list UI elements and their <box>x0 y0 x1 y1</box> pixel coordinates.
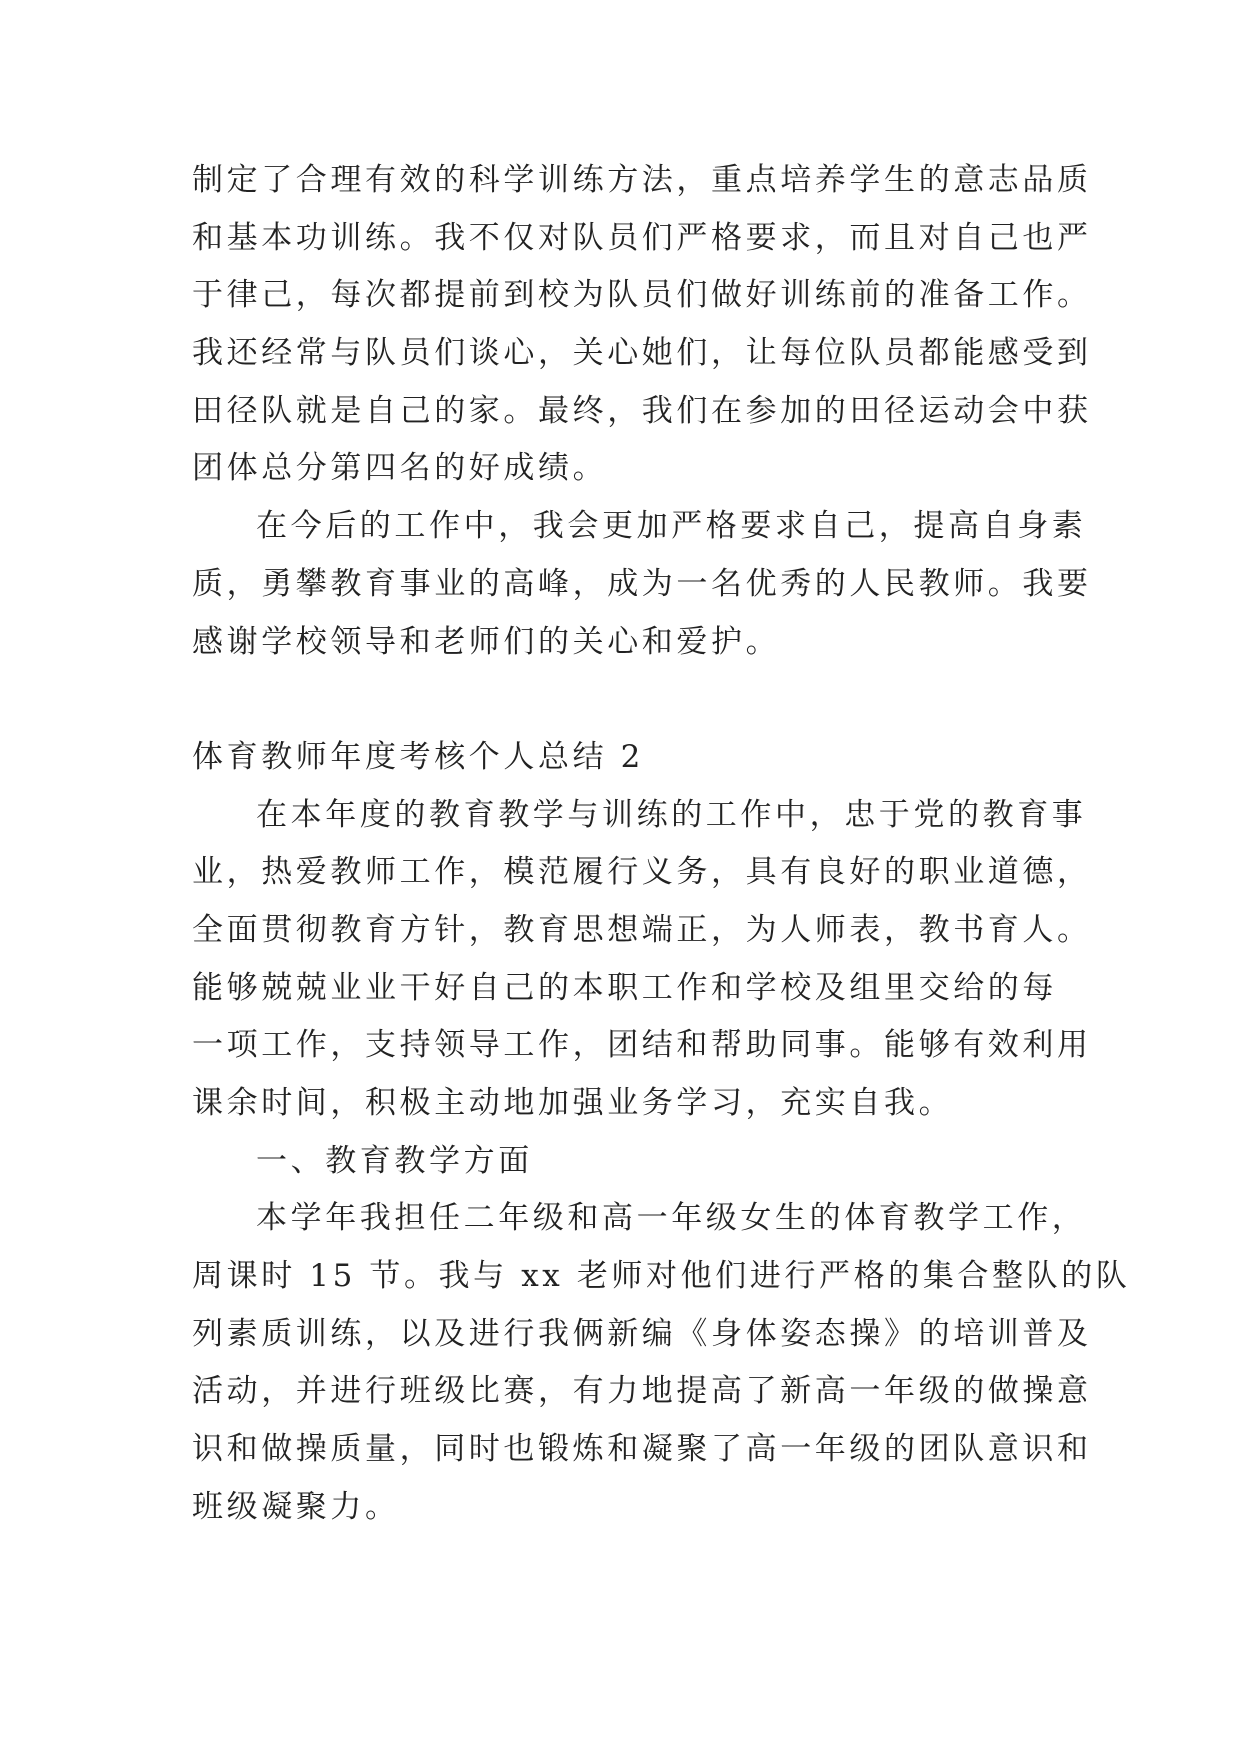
text-line: 一项工作，支持领导工作，团结和帮助同事。能够有效利用 <box>192 1027 1092 1064</box>
subsection-heading: 一、教育教学方面 <box>256 1142 533 1179</box>
paragraph-gap <box>192 671 1072 729</box>
text-line: 和基本功训练。我不仅对队员们严格要求，而且对自己也严 <box>192 219 1092 256</box>
text-line: 质，勇攀教育事业的高峰，成为一名优秀的人民教师。我要 <box>192 565 1092 602</box>
text-line: 课余时间，积极主动地加强业务学习，充实自我。 <box>192 1085 954 1121</box>
text-line: 制定了合理有效的科学训练方法，重点培养学生的意志品质 <box>192 162 1092 198</box>
text-line: 我还经常与队员们谈心，关心她们，让每位队员都能感受到 <box>192 335 1092 372</box>
text-line: 活动，并进行班级比赛，有力地提高了新高一年级的做操意 <box>192 1373 1092 1410</box>
text-line: 周课时 15 节。我与 xx 老师对他们进行严格的集合整队的队 <box>192 1258 1131 1295</box>
section-title: 体育教师年度考核个人总结 2 <box>192 738 644 775</box>
text-line: 田径队就是自己的家。最终，我们在参加的田径运动会中获 <box>192 392 1092 429</box>
text-line: 识和做操质量，同时也锻炼和凝聚了高一年级的团队意识和 <box>192 1431 1092 1468</box>
text-line: 团体总分第四名的好成绩。 <box>192 450 608 487</box>
text-line: 感谢学校领导和老师们的关心和爱护。 <box>192 623 781 660</box>
text-line: 在今后的工作中，我会更加严格要求自己，提高自身素 <box>256 508 1087 545</box>
text-line: 本学年我担任二年级和高一年级女生的体育教学工作， <box>256 1200 1087 1237</box>
document-body <box>192 152 1131 1537</box>
text-line: 能够兢兢业业干好自己的本职工作和学校及组里交给的每 <box>192 969 1057 1006</box>
text-line: 列素质训练，以及进行我俩新编《身体姿态操》的培训普及 <box>192 1315 1092 1352</box>
text-line: 班级凝聚力。 <box>192 1488 400 1525</box>
text-line: 业，热爱教师工作，模范履行义务，具有良好的职业道德， <box>192 854 1092 891</box>
text-line: 全面贯彻教育方针，教育思想端正，为人师表，教书育人。 <box>192 911 1092 948</box>
text-line: 于律己，每次都提前到校为队员们做好训练前的准备工作。 <box>192 277 1092 314</box>
text-line: 在本年度的教育教学与训练的工作中，忠于党的教育事 <box>256 796 1087 833</box>
